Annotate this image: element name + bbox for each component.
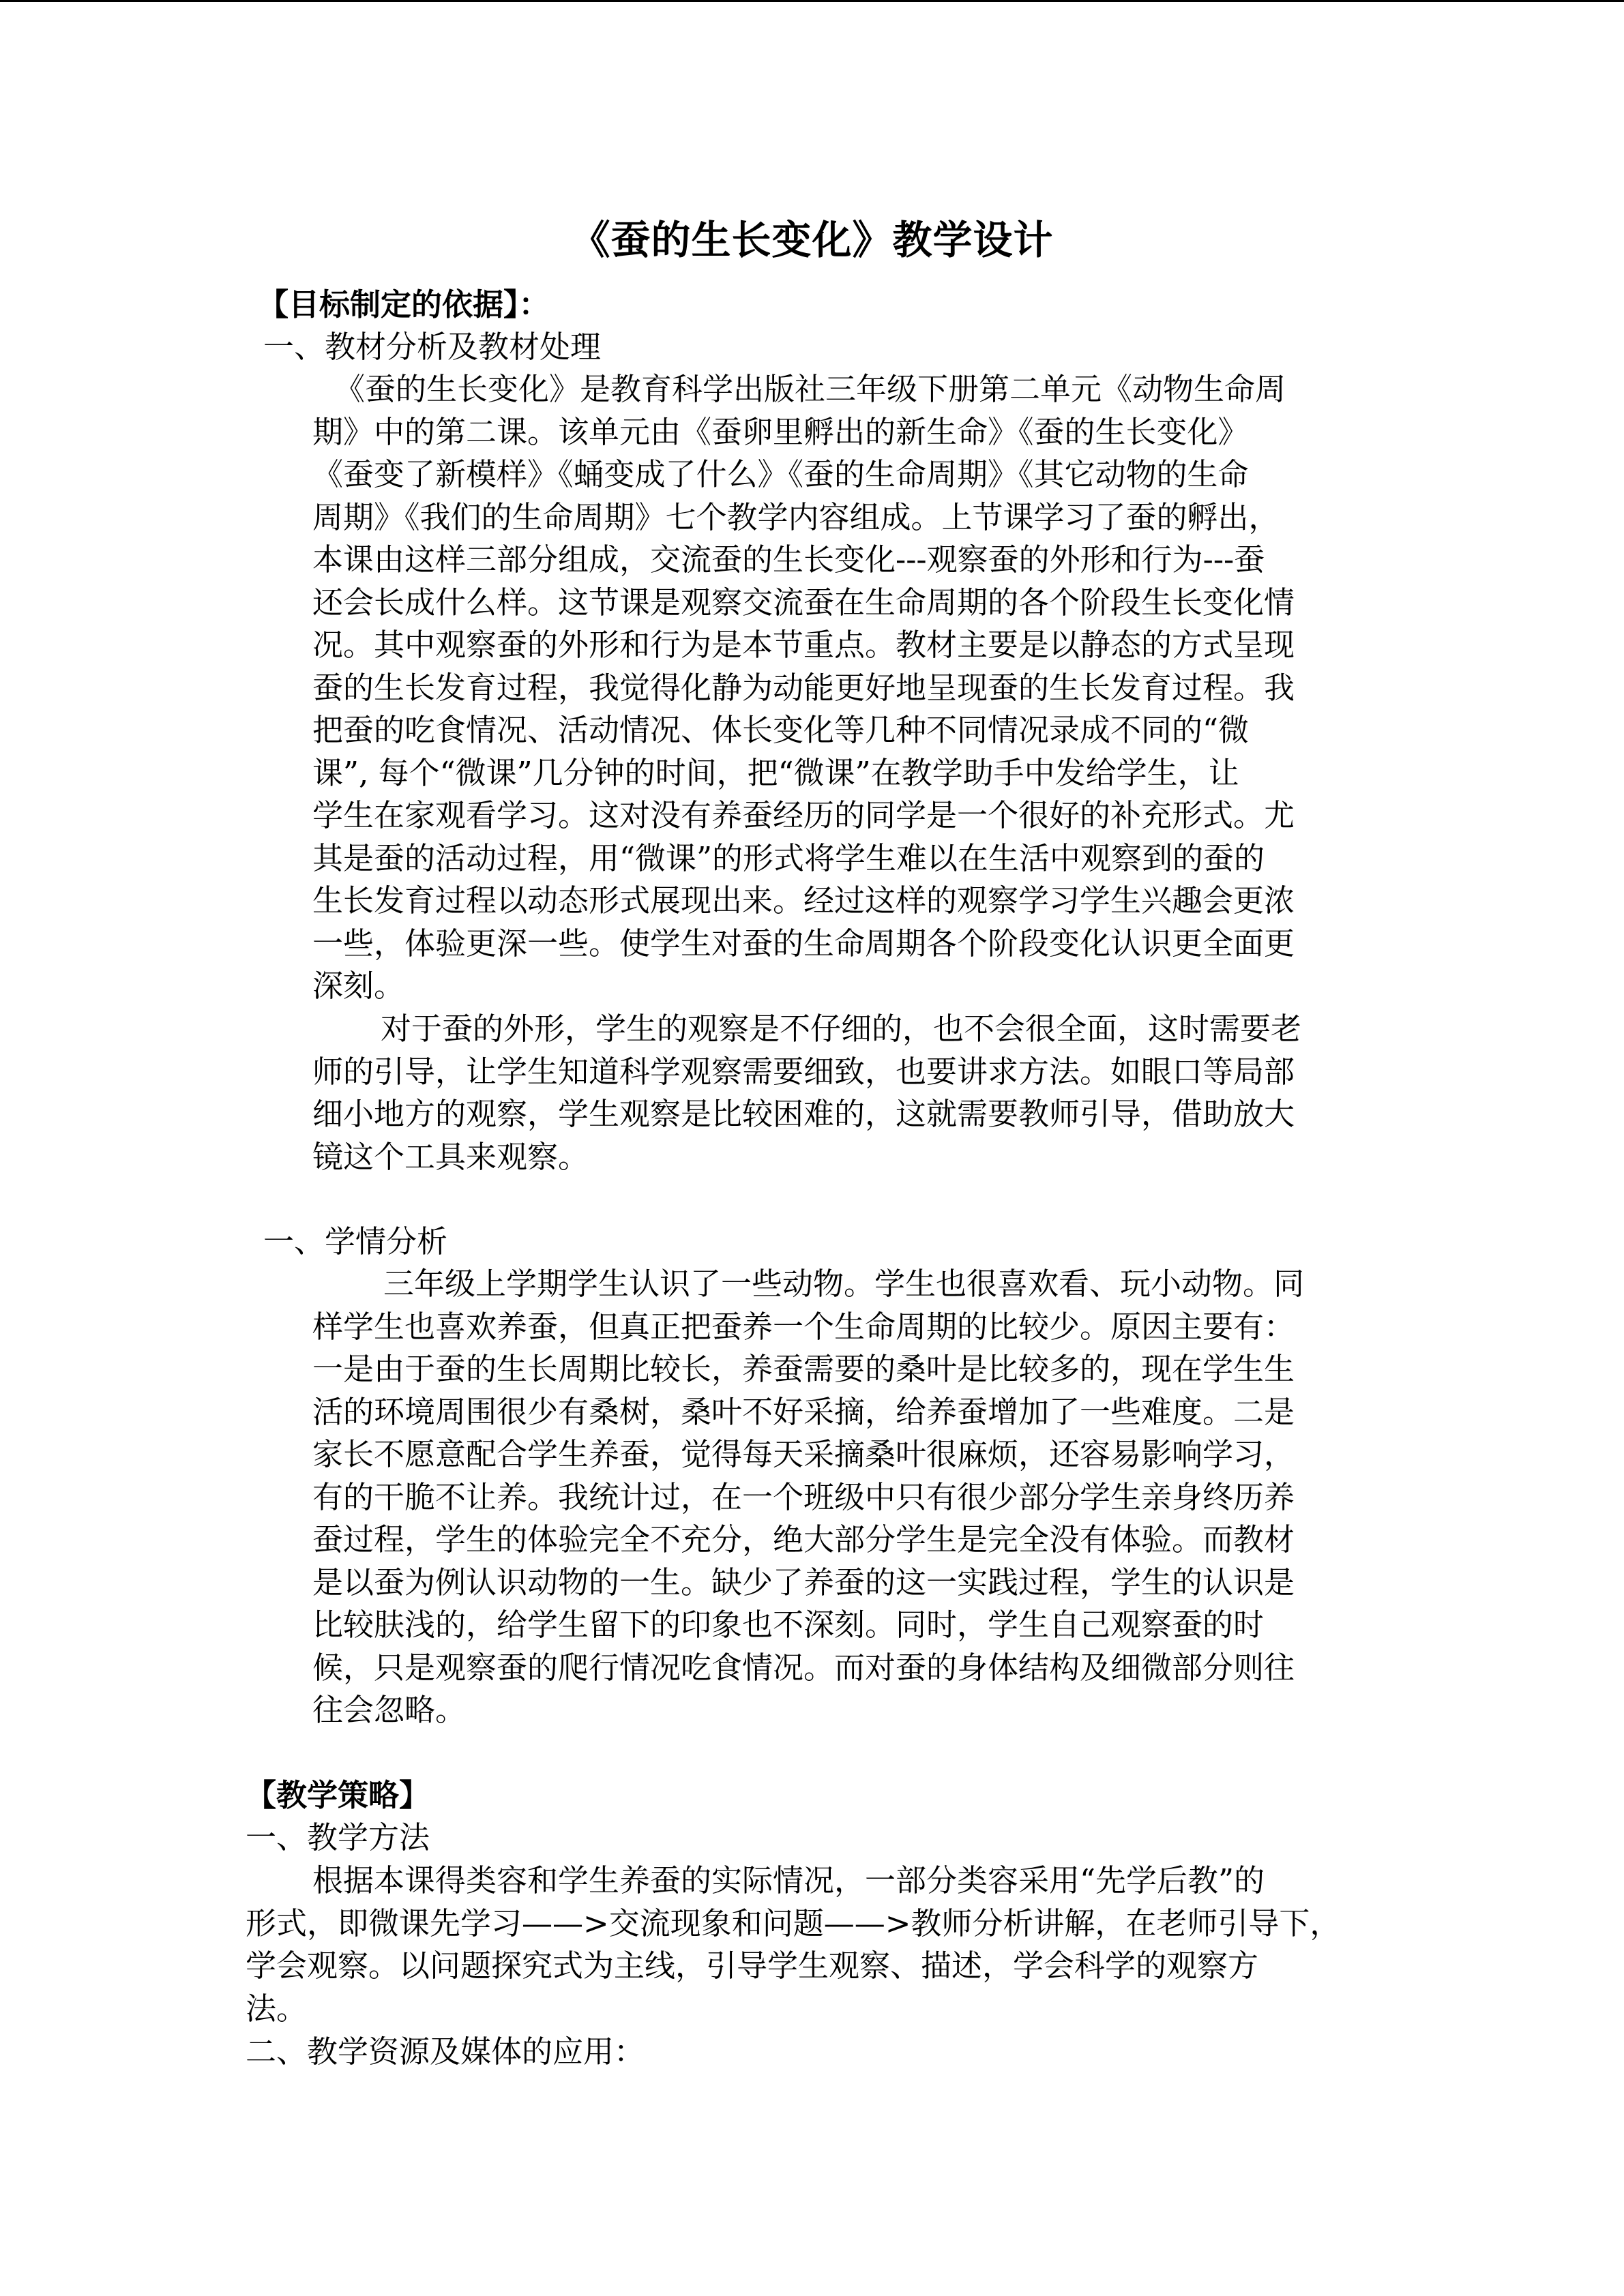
paragraph-line: 往会忽略。 <box>312 1692 467 1728</box>
paragraph-line: 根据本课得类容和学生养蚕的实际情况，一部分类容采用“先学后教”的 <box>312 1862 1265 1898</box>
paragraph-line: 细小地方的观察，学生观察是比较困难的，这就需要教师引导，借助放大 <box>312 1096 1295 1132</box>
paragraph-line: 师的引导，让学生知道科学观察需要细致，也要讲求方法。如眼口等局部 <box>312 1053 1295 1090</box>
paragraph-line: 有的干脆不让养。我统计过，在一个班级中只有很少部分学生亲身终历养 <box>312 1478 1295 1515</box>
paragraph-line: 课”, 每个“微课”几分钟的时间，把“微课”在教学助手中发给学生，让 <box>312 754 1239 791</box>
paragraph-line: 对于蚕的外形，学生的观察是不仔细的，也不会很全面，这时需要老 <box>381 1011 1302 1047</box>
paragraph-line: 深刻。 <box>312 968 405 1004</box>
paragraph-line: 法。 <box>246 1990 308 2027</box>
top-border-line <box>0 0 1624 2</box>
page-title: 《蚕的生长变化》教学设计 <box>570 217 1054 263</box>
material-analysis-paragraph-1 <box>312 368 1295 1008</box>
paragraph-line: 蚕过程，学生的体验完全不充分，绝大部分学生是完全没有体验。而教材 <box>312 1521 1295 1557</box>
paragraph-line: 学生在家观看学习。这对没有养蚕经历的同学是一个很好的补充形式。尤 <box>312 797 1295 833</box>
paragraph-line: 期》中的第二课。该单元由《蚕卵里孵出的新生命》《蚕的生长变化》 <box>312 413 1249 450</box>
teaching-method-paragraph <box>246 1860 1340 2030</box>
paragraph-line: 《蚕的生长变化》是教育科学出版社三年级下册第二单元《动物生命周 <box>334 371 1286 407</box>
learner-analysis-heading: 一、学情分析 <box>263 1223 448 1259</box>
teaching-strategy-heading: 【教学策略】 <box>246 1777 430 1813</box>
learner-analysis-paragraph <box>312 1263 1304 1732</box>
paragraph-line: 本课由这样三部分组成，交流蚕的生长变化---观察蚕的外形和行为---蚕 <box>312 541 1265 578</box>
teaching-method-heading: 一、教学方法 <box>246 1819 430 1855</box>
paragraph-line: 其是蚕的活动过程，用“微课”的形式将学生难以在生活中观察到的蚕的 <box>312 839 1265 876</box>
paragraph-line: 况。其中观察蚕的外形和行为是本节重点。教材主要是以静态的方式呈现 <box>312 627 1295 663</box>
paragraph-line: 学会观察。以问题探究式为主线，引导学生观察、描述，学会科学的观察方 <box>246 1948 1259 1984</box>
material-analysis-heading: 一、教材分析及教材处理 <box>263 329 602 365</box>
paragraph-line: 《蚕变了新模样》《蛹变成了什么》《蚕的生命周期》《其它动物的生命 <box>312 456 1249 492</box>
paragraph-line: 蚕的生长发育过程，我觉得化静为动能更好地呈现蚕的生长发育过程。我 <box>312 669 1295 706</box>
paragraph-line: 生长发育过程以动态形式展现出来。经过这样的观察学习学生兴趣会更浓 <box>312 882 1295 919</box>
material-analysis-paragraph-2 <box>312 1008 1301 1178</box>
paragraph-line: 形式，即微课先学习——>交流现象和问题——>教师分析讲解，在老师引导下， <box>246 1905 1341 1941</box>
paragraph-line: 三年级上学期学生认识了一些动物。学生也很喜欢看、玩小动物。同 <box>383 1266 1305 1302</box>
paragraph-line: 是以蚕为例认识动物的一生。缺少了养蚕的这一实践过程，学生的认识是 <box>312 1564 1295 1600</box>
paragraph-line: 周期》《我们的生命周期》七个教学内容组成。上节课学习了蚕的孵出， <box>312 498 1280 535</box>
paragraph-line: 样学生也喜欢养蚕，但真正把蚕养一个生命周期的比较少。原因主要有： <box>312 1308 1295 1345</box>
paragraph-line: 家长不愿意配合学生养蚕，觉得每天采摘桑叶很麻烦，还容易影响学习， <box>312 1436 1295 1472</box>
paragraph-line: 把蚕的吃食情况、活动情况、体长变化等几种不同情况录成不同的“微 <box>312 712 1250 748</box>
paragraph-line: 镜这个工具来观察。 <box>312 1138 589 1175</box>
teaching-resources-heading: 二、教学资源及媒体的应用： <box>246 2033 645 2070</box>
paragraph-line: 一些，体验更深一些。使学生对蚕的生命周期各个阶段变化认识更全面更 <box>312 925 1295 961</box>
paragraph-line: 比较肤浅的，给学生留下的印象也不深刻。同时，学生自己观察蚕的时 <box>312 1607 1265 1643</box>
paragraph-line: 一是由于蚕的生长周期比较长，养蚕需要的桑叶是比较多的，现在学生生 <box>312 1351 1295 1387</box>
paragraph-line: 活的环境周围很少有桑树，桑叶不好采摘，给养蚕增加了一些难度。二是 <box>312 1393 1295 1430</box>
basis-heading: 【目标制定的依据】： <box>258 286 550 323</box>
paragraph-line: 候，只是观察蚕的爬行情况吃食情况。而对蚕的身体结构及细微部分则往 <box>312 1649 1295 1686</box>
paragraph-line: 还会长成什么样。这节课是观察交流蚕在生命周期的各个阶段生长变化情 <box>312 584 1295 621</box>
